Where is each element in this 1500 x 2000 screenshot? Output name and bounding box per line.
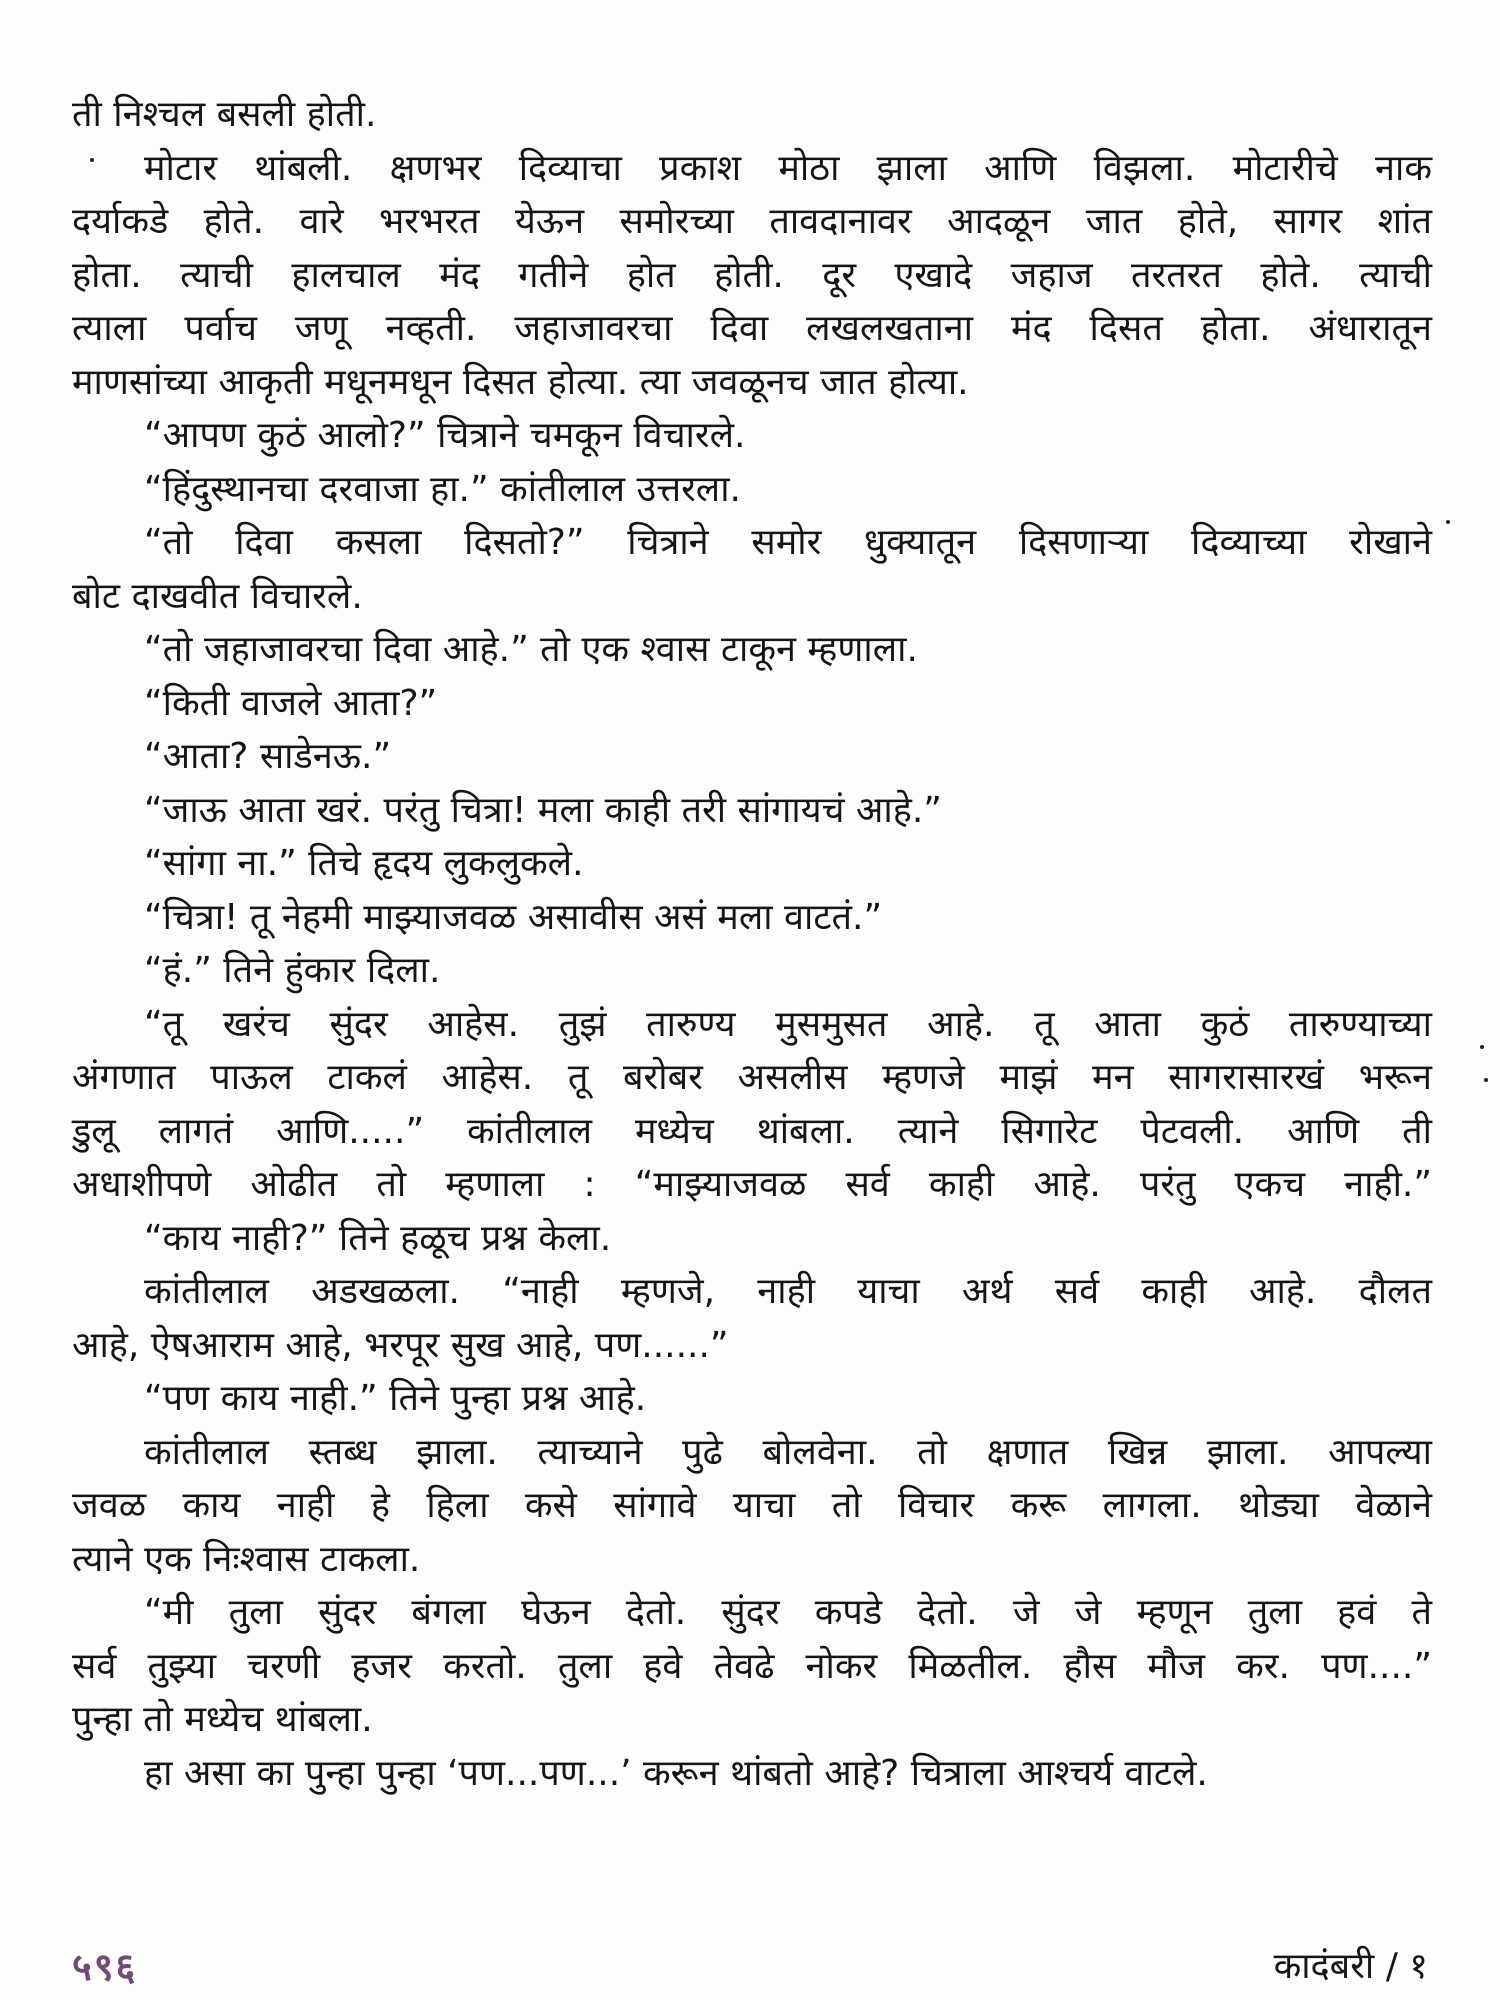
text-line: मोटार थांबली. क्षणभर दिव्याचा प्रकाश मोठा झाला आणि विझला. मोटारीचे नाक	[144, 147, 1432, 189]
text-line: कांतीलाल स्तब्ध झाला. त्याच्याने पुढे बोलवेना. तो क्षणात खिन्न झाला. आपल्या	[144, 1431, 1432, 1473]
text-line: होता. त्याची हालचाल मंद गतीने होत होती. दूर एखादे जहाज तरतरत होते. त्याची	[72, 254, 1432, 296]
text-line: डुलू लागतं आणि.....” कांतीलाल मध्येच थांबला. त्याने सिगारेट पेटवली. आणि ती	[72, 1110, 1432, 1152]
text-line: ती निश्चल बसली होती.	[72, 94, 377, 135]
text-line: “हं.” तिने हुंकार दिला.	[144, 950, 441, 991]
text-line: “आपण कुठं आलो?” चित्राने चमकून विचारले.	[144, 415, 746, 456]
text-line: “मी तुला सुंदर बंगला घेऊन देतो. सुंदर कपडे देतो. जे जे म्हणून तुला हवं ते	[144, 1592, 1432, 1633]
text-line: आहे, ऐषआराम आहे, भरपूर सुख आहे, पण......”	[72, 1324, 729, 1366]
text-line: हा असा का पुन्हा पुन्हा ‘पण...पण...’ करून थांबतो आहे? चित्राला आश्चर्य वाटले.	[144, 1752, 1208, 1794]
body-text	[72, 88, 1432, 1800]
text-line: अधाशीपणे ओढीत तो म्हणाला : “माझ्याजवळ सर्व काही आहे. परंतु एकच नाही.”	[72, 1164, 1432, 1205]
text-line: “पण काय नाही.” तिने पुन्हा प्रश्न आहे.	[144, 1378, 647, 1419]
book-title-footer: कादंबरी / १	[1273, 1946, 1428, 1987]
text-line: बोट दाखवीत विचारले.	[72, 575, 363, 617]
text-line: त्याने एक निःश्वास टाकला.	[72, 1538, 421, 1580]
text-line: कांतीलाल अडखळला. “नाही म्हणजे, नाही याचा अर्थ सर्व काही आहे. दौलत	[144, 1271, 1432, 1312]
text-line: पुन्हा तो मध्येच थांबला.	[72, 1699, 373, 1740]
text-line: “सांगा ना.” तिचे हृदय लुकलुकले.	[144, 843, 584, 884]
text-line: सर्व तुझ्या चरणी हजर करतो. तुला हवे तेवढे नोकर मिळतील. हौस मौज कर. पण....”	[72, 1645, 1432, 1687]
text-line: “जाऊ आता खरं. परंतु चित्रा! मला काही तरी सांगायचं आहे.”	[144, 789, 942, 831]
text-line: “तो दिवा कसला दिसतो?” चित्राने समोर धुक्यातून दिसणाऱ्या दिव्याच्या रोखाने	[144, 522, 1432, 563]
text-line: “काय नाही?” तिने हळूच प्रश्न केला.	[144, 1217, 612, 1259]
ink-speck	[1484, 1078, 1488, 1082]
ink-speck	[1480, 1045, 1484, 1049]
text-line: “किती वाजले आता?”	[144, 682, 438, 724]
text-line: दर्याकडे होते. वारे भरभरत येऊन समोरच्या तावदानावर आदळून जात होते, सागर शांत	[72, 201, 1432, 242]
text-line: त्याला पर्वाच जणू नव्हती. जहाजावरचा दिवा लखलखताना मंद दिसत होता. अंधारातून	[72, 308, 1432, 349]
text-line: “हिंदुस्थानचा दरवाजा हा.” कांतीलाल उत्तरला.	[144, 468, 741, 510]
text-line: माणसांच्या आकृती मधूनमधून दिसत होत्या. त्या जवळूनच जात होत्या.	[72, 361, 969, 403]
text-line: “आता? साडेनऊ.”	[144, 736, 392, 777]
text-line: “चित्रा! तू नेहमी माझ्याजवळ असावीस असं मला वाटतं.”	[144, 896, 883, 938]
text-line: “तो जहाजावरचा दिवा आहे.” तो एक श्वास टाकून म्हणाला.	[144, 629, 918, 670]
text-line: अंगणात पाऊल टाकलं आहेस. तू बरोबर असलीस म्हणजे माझं मन सागरासारखं भरून	[72, 1057, 1432, 1098]
page-number: ५९६	[72, 1945, 138, 1989]
ink-speck	[1446, 520, 1450, 524]
text-line: जवळ काय नाही हे हिला कसे सांगावे याचा तो विचार करू लागला. थोड्या वेळाने	[72, 1485, 1432, 1526]
ink-speck	[90, 158, 94, 162]
text-line: “तू खरंच सुंदर आहेस. तुझं तारुण्य मुसमुसत आहे. तू आता कुठं तारुण्याच्या	[144, 1003, 1432, 1045]
